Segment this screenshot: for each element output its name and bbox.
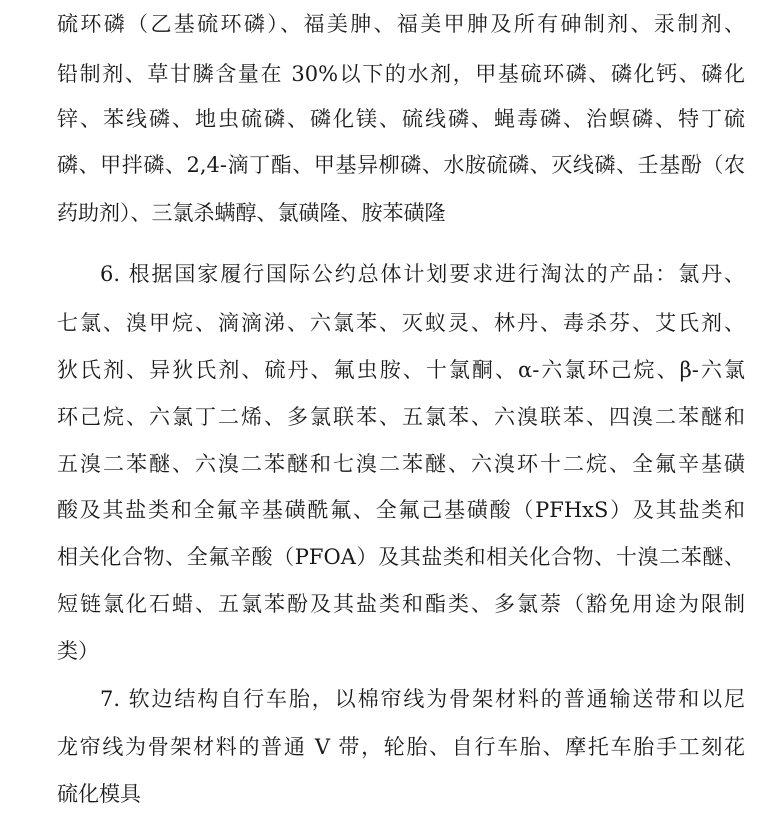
text-line: 短链氯化石蜡、五氯苯酚及其盐类和酯类、多氯萘（豁免用途为限制 xyxy=(57,592,745,616)
text-line: 锌、苯线磷、地虫硫磷、磷化镁、硫线磷、蝇毒磷、治螟磷、特丁硫 xyxy=(57,107,745,131)
text-line: 铅制剂、草甘膦含量在 30%以下的水剂，甲基硫环磷、磷化钙、磷化 xyxy=(57,62,745,86)
text-line: 七氯、溴甲烷、滴滴涕、六氯苯、灭蚁灵、林丹、毒杀芬、艾氏剂、 xyxy=(57,311,745,335)
text-line: 硫环磷（乙基硫环磷）、福美胂、福美甲胂及所有砷制剂、汞制剂、 xyxy=(57,12,745,36)
text-line: 磷、甲拌磷、2,4-滴丁酯、甲基异柳磷、水胺硫磷、灭线磷、壬基酚（农 xyxy=(57,153,745,177)
text-line: 狄氏剂、异狄氏剂、硫丹、氟虫胺、十氯酮、α-六氯环己烷、β-六氯 xyxy=(57,358,745,382)
text-line: 硫化模具 xyxy=(57,782,141,806)
paragraph-7-first-line: 7. 软边结构自行车胎，以棉帘线为骨架材料的普通输送带和以尼 xyxy=(100,687,745,711)
text-line: 相关化合物、全氟辛酸（PFOA）及其盐类和相关化合物、十溴二苯醚、 xyxy=(57,545,745,569)
text-line: 药助剂）、三氯杀螨醇、氯磺隆、胺苯磺隆 xyxy=(57,201,446,225)
text-line: 类） xyxy=(57,639,99,663)
paragraph-6-first-line: 6. 根据国家履行国际公约总体计划要求进行淘汰的产品：氯丹、 xyxy=(100,262,745,286)
text-line: 五溴二苯醚、六溴二苯醚和七溴二苯醚、六溴环十二烷、全氟辛基磺 xyxy=(57,452,745,476)
text-line: 酸及其盐类和全氟辛基磺酰氟、全氟己基磺酸（PFHxS）及其盐类和 xyxy=(57,498,745,522)
text-line: 龙帘线为骨架材料的普通 V 带，轮胎、自行车胎、摩托车胎手工刻花 xyxy=(57,735,745,759)
text-line: 环己烷、六氯丁二烯、多氯联苯、五氯苯、六溴联苯、四溴二苯醚和 xyxy=(57,405,745,429)
